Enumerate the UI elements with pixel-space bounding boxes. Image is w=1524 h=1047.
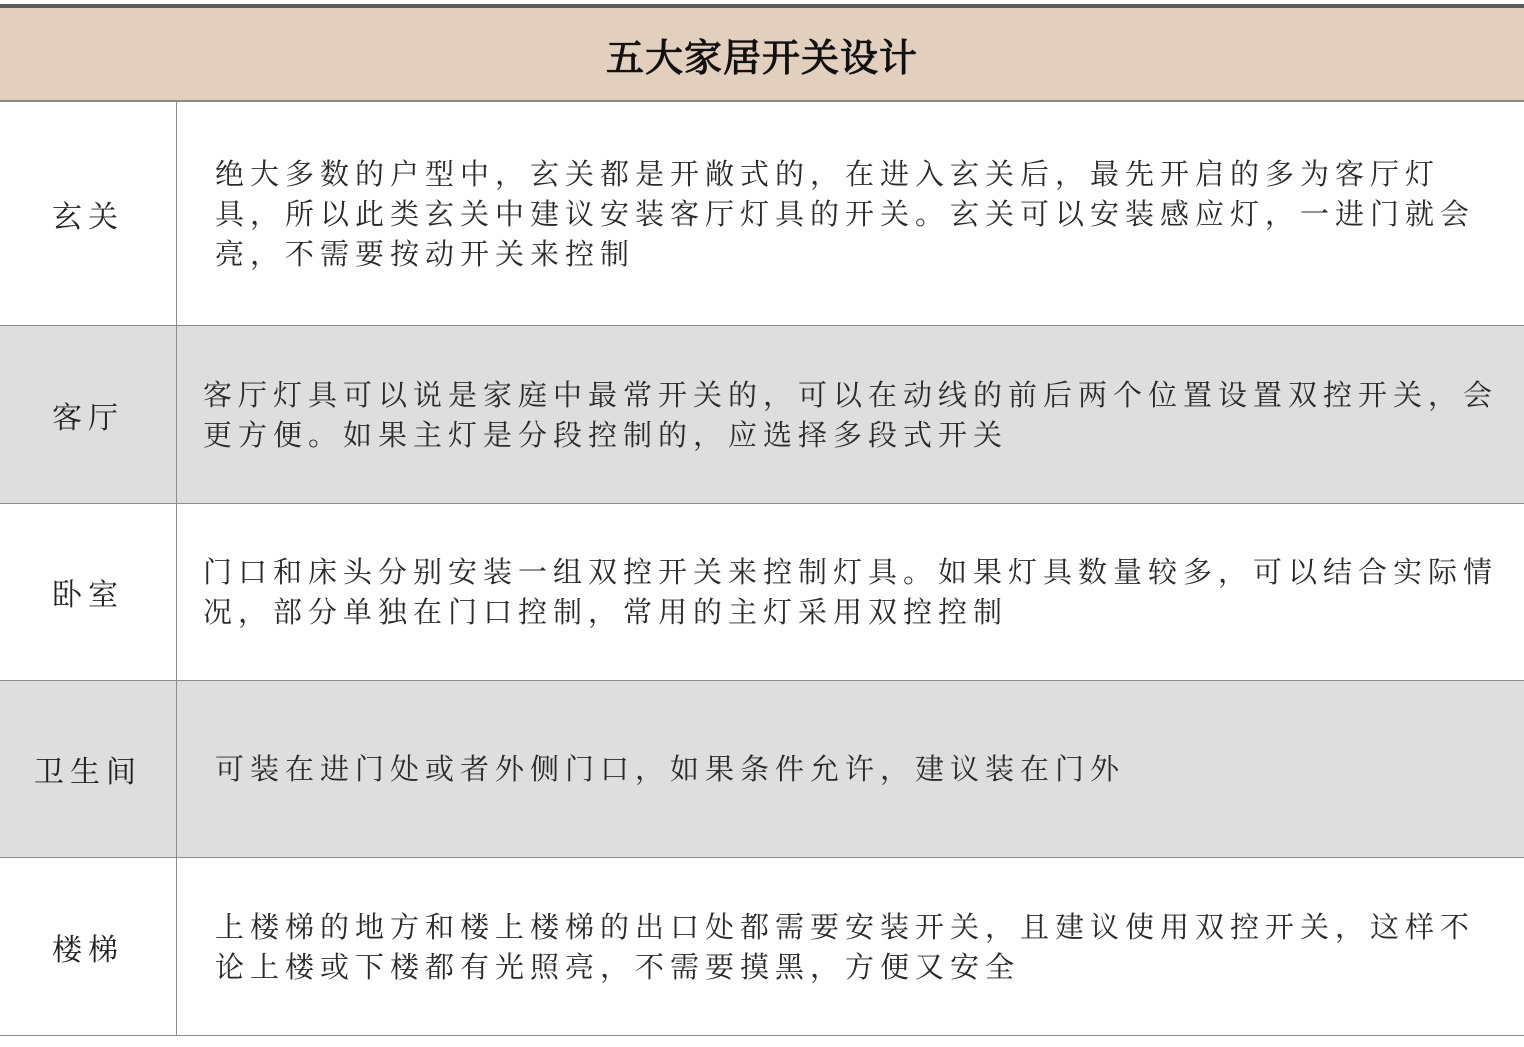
table-row-bedroom bbox=[0, 504, 1524, 681]
table-row-bathroom bbox=[0, 681, 1524, 858]
row-description: 可装在进门处或者外侧门口，如果条件允许，建议装在门外 bbox=[215, 752, 1126, 786]
row-label-cell bbox=[0, 326, 177, 503]
row-description-cell bbox=[177, 681, 1524, 857]
row-description-cell bbox=[177, 102, 1524, 325]
row-label-cell bbox=[0, 681, 177, 857]
row-label-cell bbox=[0, 504, 177, 680]
row-description: 上楼梯的地方和楼上楼梯的出口处都需要安装开关，且建议使用双控开关，这样不论上楼或下楼都有光照亮，不需要摸黑，方便又安全 bbox=[215, 909, 1476, 984]
row-label-cell bbox=[0, 102, 177, 325]
row-description: 客厅灯具可以说是家庭中最常开关的，可以在动线的前后两个位置设置双控开关，会更方便。如果主灯是分段控制的，应选择多段式开关 bbox=[203, 377, 1499, 452]
row-description-cell bbox=[177, 858, 1524, 1035]
table-row-living-room bbox=[0, 326, 1524, 504]
switch-design-table bbox=[0, 4, 1524, 1036]
row-label: 卫生间 bbox=[34, 755, 142, 790]
row-label: 楼梯 bbox=[52, 932, 124, 968]
row-description-cell bbox=[177, 504, 1524, 680]
table-row-stairs bbox=[0, 858, 1524, 1036]
row-label: 卧室 bbox=[52, 578, 124, 613]
row-label-cell bbox=[0, 858, 177, 1035]
row-description-cell bbox=[177, 326, 1524, 503]
row-description: 门口和床头分别安装一组双控开关来控制灯具。如果灯具数量较多，可以结合实际情况，部分单独在门口控制，常用的主灯采用双控控制 bbox=[203, 555, 1499, 629]
row-description: 绝大多数的户型中，玄关都是开敞式的，在进入玄关后，最先开启的多为客厅灯具，所以此类玄关中建议安装客厅灯具的开关。玄关可以安装感应灯，一进门就会亮，不需要按动开关来控制 bbox=[215, 156, 1476, 271]
table-row-entrance bbox=[0, 102, 1524, 326]
table-title: 五大家居开关设计 bbox=[605, 35, 918, 80]
row-label: 玄关 bbox=[52, 199, 124, 235]
table-header bbox=[0, 4, 1524, 102]
row-label: 客厅 bbox=[52, 400, 124, 436]
